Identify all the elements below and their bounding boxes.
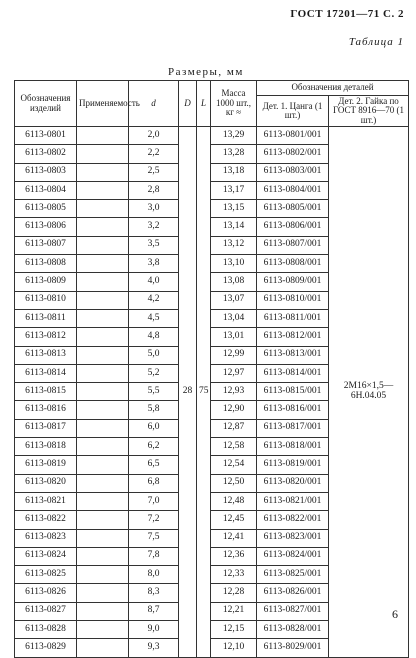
designation-cell: 6113-0827 xyxy=(15,602,77,620)
dimensions-table xyxy=(14,80,409,658)
d-cell: 5,0 xyxy=(129,346,179,364)
application-cell xyxy=(77,474,129,492)
mass-cell: 13,29 xyxy=(211,127,257,145)
designation-cell: 6113-0807 xyxy=(15,236,77,254)
mass-cell: 12,45 xyxy=(211,511,257,529)
det1-cell: 6113-0816/001 xyxy=(257,401,329,419)
mass-cell: 12,48 xyxy=(211,492,257,510)
col-D-header: D xyxy=(179,81,197,127)
mass-cell: 13,08 xyxy=(211,273,257,291)
application-cell xyxy=(77,383,129,401)
d-cell: 2,5 xyxy=(129,163,179,181)
det1-cell: 6113-0808/001 xyxy=(257,255,329,273)
d-cell: 5,2 xyxy=(129,364,179,382)
designation-cell: 6113-0804 xyxy=(15,181,77,199)
det1-cell: 6113-0820/001 xyxy=(257,474,329,492)
designation-cell: 6113-0818 xyxy=(15,438,77,456)
d-cell: 5,8 xyxy=(129,401,179,419)
col-mass-header: Масса 1000 шт., кг ≈ xyxy=(211,81,257,127)
application-cell xyxy=(77,291,129,309)
d-cell: 9,0 xyxy=(129,621,179,639)
d-cell: 6,5 xyxy=(129,456,179,474)
d-cell: 8,0 xyxy=(129,566,179,584)
mass-cell: 12,10 xyxy=(211,639,257,657)
sizes-label: Размеры, мм xyxy=(168,66,244,78)
application-cell xyxy=(77,255,129,273)
application-cell xyxy=(77,511,129,529)
d-cell: 7,0 xyxy=(129,492,179,510)
application-cell xyxy=(77,145,129,163)
d-cell: 5,5 xyxy=(129,383,179,401)
mass-cell: 13,07 xyxy=(211,291,257,309)
mass-cell: 12,41 xyxy=(211,529,257,547)
mass-cell: 13,04 xyxy=(211,309,257,327)
det1-cell: 6113-8029/001 xyxy=(257,639,329,657)
designation-cell: 6113-0815 xyxy=(15,383,77,401)
application-cell xyxy=(77,328,129,346)
application-cell xyxy=(77,401,129,419)
application-cell xyxy=(77,621,129,639)
mass-cell: 12,36 xyxy=(211,547,257,565)
det1-cell: 6113-0815/001 xyxy=(257,383,329,401)
designation-cell: 6113-0819 xyxy=(15,456,77,474)
d-cell: 4,0 xyxy=(129,273,179,291)
det1-cell: 6113-0824/001 xyxy=(257,547,329,565)
mass-cell: 12,33 xyxy=(211,566,257,584)
designation-cell: 6113-0803 xyxy=(15,163,77,181)
det1-cell: 6113-0811/001 xyxy=(257,309,329,327)
nut-cell: 2М16×1,5—6Н.04.05 xyxy=(329,127,409,658)
det1-cell: 6113-0828/001 xyxy=(257,621,329,639)
application-cell xyxy=(77,163,129,181)
mass-cell: 12,90 xyxy=(211,401,257,419)
designation-cell: 6113-0822 xyxy=(15,511,77,529)
application-cell xyxy=(77,547,129,565)
mass-cell: 12,50 xyxy=(211,474,257,492)
d-cell: 2,0 xyxy=(129,127,179,145)
application-cell xyxy=(77,492,129,510)
application-cell xyxy=(77,456,129,474)
application-cell xyxy=(77,273,129,291)
standard-code: ГОСТ 17201—71 С. 2 xyxy=(290,8,404,20)
det1-cell: 6113-0817/001 xyxy=(257,419,329,437)
table-row xyxy=(15,127,409,145)
det1-cell: 6113-0813/001 xyxy=(257,346,329,364)
det1-cell: 6113-0825/001 xyxy=(257,566,329,584)
L-cell: 75 xyxy=(197,127,211,658)
mass-cell: 12,99 xyxy=(211,346,257,364)
application-cell xyxy=(77,639,129,657)
designation-cell: 6113-0823 xyxy=(15,529,77,547)
mass-cell: 12,21 xyxy=(211,602,257,620)
application-cell xyxy=(77,364,129,382)
designation-cell: 6113-0829 xyxy=(15,639,77,657)
det1-cell: 6113-0823/001 xyxy=(257,529,329,547)
designation-cell: 6113-0824 xyxy=(15,547,77,565)
d-cell: 3,5 xyxy=(129,236,179,254)
det1-cell: 6113-0803/001 xyxy=(257,163,329,181)
det1-cell: 6113-0827/001 xyxy=(257,602,329,620)
designation-cell: 6113-0816 xyxy=(15,401,77,419)
d-cell: 9,3 xyxy=(129,639,179,657)
designation-cell: 6113-0808 xyxy=(15,255,77,273)
mass-cell: 13,15 xyxy=(211,200,257,218)
d-cell: 6,8 xyxy=(129,474,179,492)
mass-cell: 12,15 xyxy=(211,621,257,639)
designation-cell: 6113-0828 xyxy=(15,621,77,639)
designation-cell: 6113-0811 xyxy=(15,309,77,327)
d-cell: 6,0 xyxy=(129,419,179,437)
application-cell xyxy=(77,309,129,327)
D-cell: 28 xyxy=(179,127,197,658)
det1-cell: 6113-0806/001 xyxy=(257,218,329,236)
application-cell xyxy=(77,529,129,547)
application-cell xyxy=(77,346,129,364)
designation-cell: 6113-0802 xyxy=(15,145,77,163)
mass-cell: 13,12 xyxy=(211,236,257,254)
designation-cell: 6113-0821 xyxy=(15,492,77,510)
d-cell: 3,0 xyxy=(129,200,179,218)
col-det2-header: Дет. 2. Гайка по ГОСТ 8916—70 (1 шт.) xyxy=(329,96,409,127)
det1-cell: 6113-0805/001 xyxy=(257,200,329,218)
col-L-header: L xyxy=(197,81,211,127)
application-cell xyxy=(77,419,129,437)
table-label: Таблица 1 xyxy=(348,36,404,48)
det1-cell: 6113-0812/001 xyxy=(257,328,329,346)
designation-cell: 6113-0813 xyxy=(15,346,77,364)
det1-cell: 6113-0814/001 xyxy=(257,364,329,382)
application-cell xyxy=(77,218,129,236)
application-cell xyxy=(77,236,129,254)
designation-cell: 6113-0820 xyxy=(15,474,77,492)
d-cell: 8,3 xyxy=(129,584,179,602)
mass-cell: 12,97 xyxy=(211,364,257,382)
mass-cell: 12,54 xyxy=(211,456,257,474)
application-cell xyxy=(77,566,129,584)
application-cell xyxy=(77,584,129,602)
d-cell: 3,2 xyxy=(129,218,179,236)
designation-cell: 6113-0812 xyxy=(15,328,77,346)
det1-cell: 6113-0804/001 xyxy=(257,181,329,199)
d-cell: 7,8 xyxy=(129,547,179,565)
d-cell: 7,5 xyxy=(129,529,179,547)
mass-cell: 13,18 xyxy=(211,163,257,181)
mass-cell: 13,28 xyxy=(211,145,257,163)
page-number: 6 xyxy=(392,607,398,621)
det1-cell: 6113-0809/001 xyxy=(257,273,329,291)
mass-cell: 13,17 xyxy=(211,181,257,199)
designation-cell: 6113-0817 xyxy=(15,419,77,437)
det1-cell: 6113-0818/001 xyxy=(257,438,329,456)
mass-cell: 12,58 xyxy=(211,438,257,456)
col-d-header: d xyxy=(129,81,179,127)
application-cell xyxy=(77,438,129,456)
d-cell: 6,2 xyxy=(129,438,179,456)
mass-cell: 13,10 xyxy=(211,255,257,273)
mass-cell: 12,28 xyxy=(211,584,257,602)
designation-cell: 6113-0801 xyxy=(15,127,77,145)
det1-cell: 6113-0801/001 xyxy=(257,127,329,145)
mass-cell: 12,87 xyxy=(211,419,257,437)
designation-cell: 6113-0810 xyxy=(15,291,77,309)
det1-cell: 6113-0826/001 xyxy=(257,584,329,602)
application-cell xyxy=(77,181,129,199)
det1-cell: 6113-0810/001 xyxy=(257,291,329,309)
col-det1-header: Дет. 1. Цанга (1 шт.) xyxy=(257,96,329,127)
designation-cell: 6113-0805 xyxy=(15,200,77,218)
det1-cell: 6113-0819/001 xyxy=(257,456,329,474)
d-cell: 4,5 xyxy=(129,309,179,327)
col-designation-header: Обозначения изделий xyxy=(15,81,77,127)
det1-cell: 6113-0802/001 xyxy=(257,145,329,163)
d-cell: 4,8 xyxy=(129,328,179,346)
det1-cell: 6113-0822/001 xyxy=(257,511,329,529)
det1-cell: 6113-0821/001 xyxy=(257,492,329,510)
d-cell: 2,2 xyxy=(129,145,179,163)
d-cell: 4,2 xyxy=(129,291,179,309)
designation-cell: 6113-0809 xyxy=(15,273,77,291)
parts-group-header: Обозначения деталей xyxy=(257,81,409,96)
designation-cell: 6113-0814 xyxy=(15,364,77,382)
designation-cell: 6113-0806 xyxy=(15,218,77,236)
det1-cell: 6113-0807/001 xyxy=(257,236,329,254)
designation-cell: 6113-0825 xyxy=(15,566,77,584)
mass-cell: 13,14 xyxy=(211,218,257,236)
application-cell xyxy=(77,200,129,218)
col-application-header: Применяемость xyxy=(77,81,129,127)
mass-cell: 13,01 xyxy=(211,328,257,346)
d-cell: 3,8 xyxy=(129,255,179,273)
mass-cell: 12,93 xyxy=(211,383,257,401)
d-cell: 8,7 xyxy=(129,602,179,620)
designation-cell: 6113-0826 xyxy=(15,584,77,602)
application-cell xyxy=(77,127,129,145)
d-cell: 7,2 xyxy=(129,511,179,529)
application-cell xyxy=(77,602,129,620)
d-cell: 2,8 xyxy=(129,181,179,199)
